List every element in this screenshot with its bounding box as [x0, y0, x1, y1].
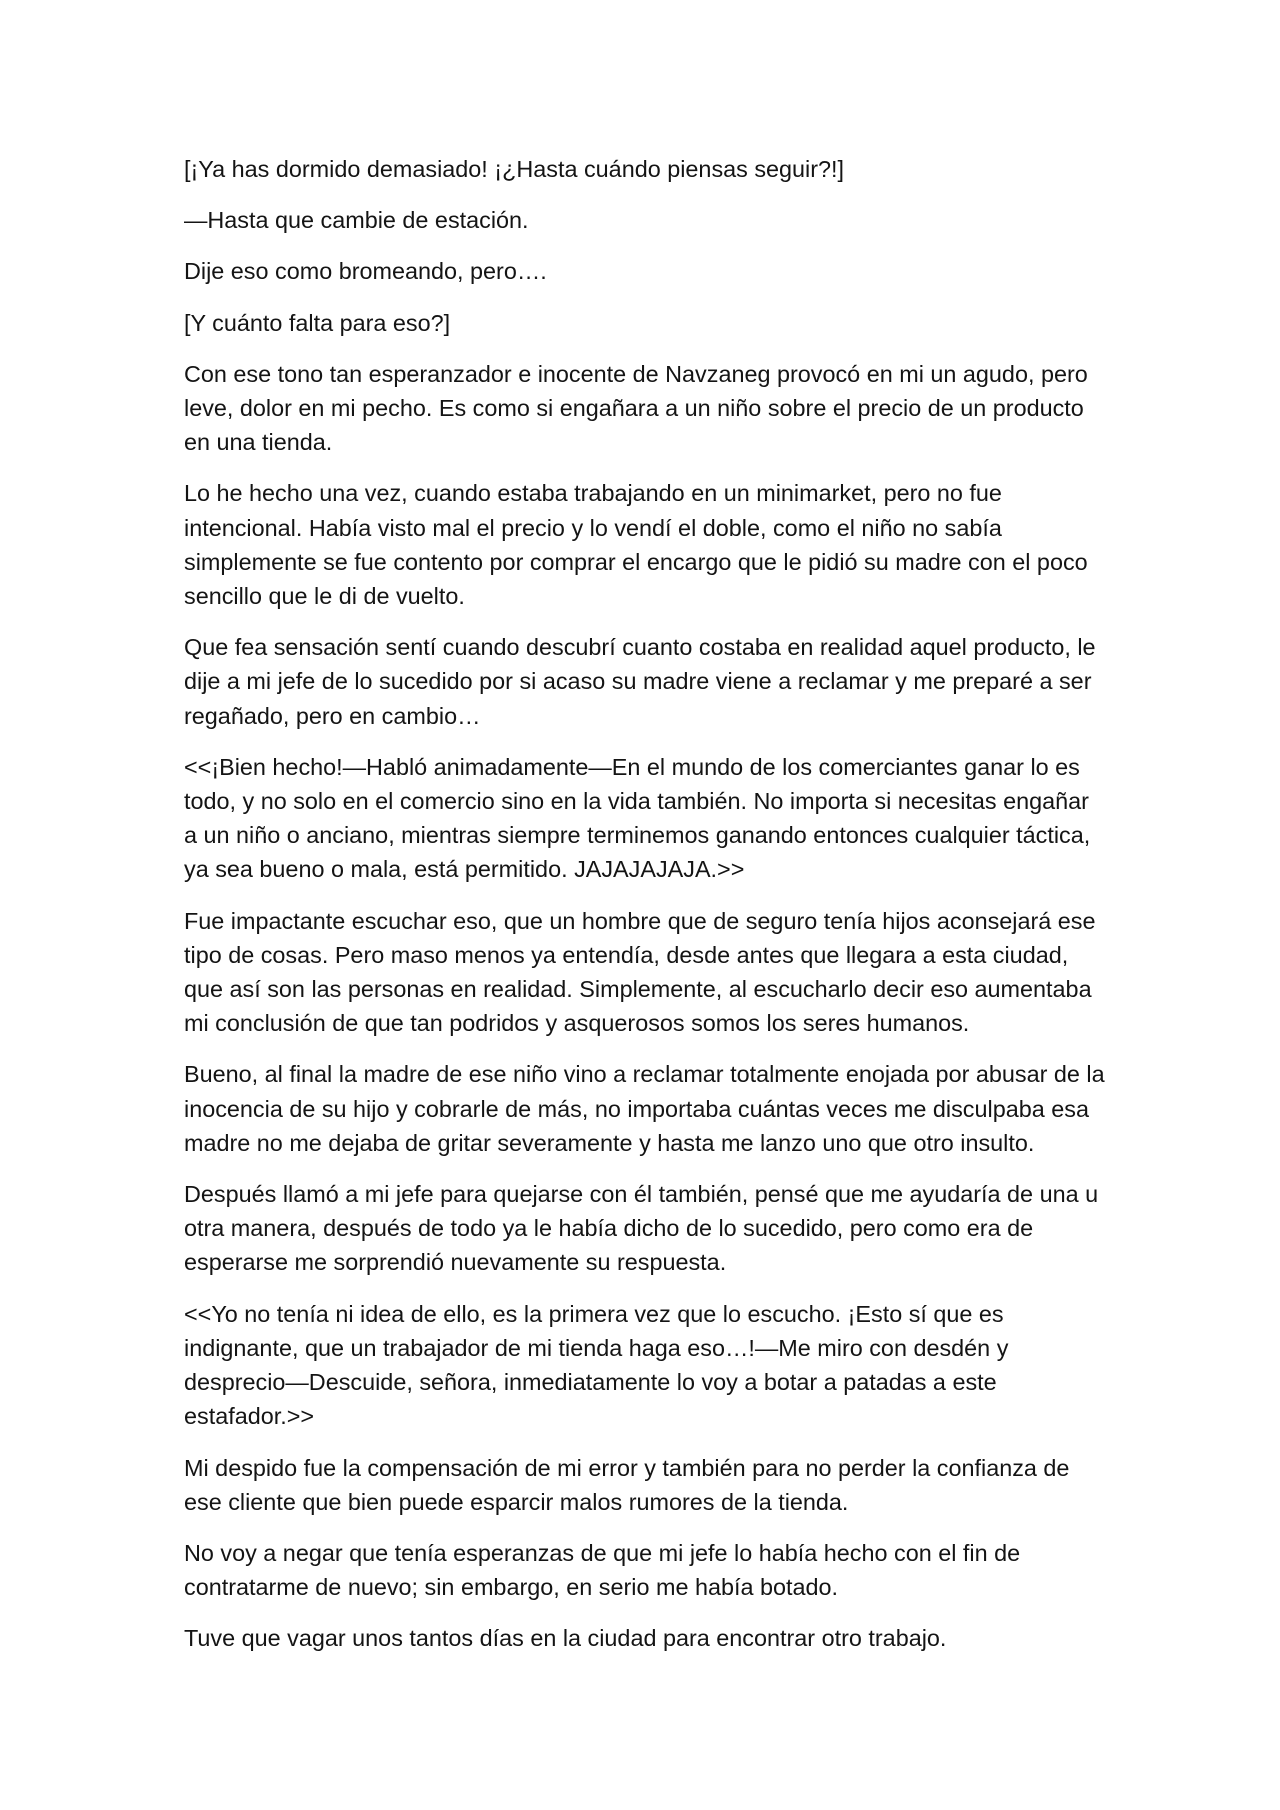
document-body [184, 152, 1106, 1673]
paragraph: Bueno, al final la madre de ese niño vino a reclamar totalmente enojada por abusar de la inocencia de su hijo y cobrarle de más, no importaba cuántas veces me disculpaba esa madre no me dejaba de gritar severamente y hasta me lanzo uno que otro insulto. [184, 1061, 1105, 1156]
paragraph: Mi despido fue la compensación de mi error y también para no perder la confianza de ese cliente que bien puede esparcir malos rumores de la tienda. [184, 1454, 1070, 1515]
paragraph: Con ese tono tan esperanzador e inocente de Navzaneg provocó en mi un agudo, pero leve, dolor en mi pecho. Es como si engañara a un niño sobre el precio de un producto en una tienda. [184, 360, 1088, 456]
paragraph: —Hasta que cambie de estación. [184, 207, 529, 234]
paragraph: [¡Ya has dormido demasiado! ¡¿Hasta cuándo piensas seguir?!] [184, 156, 845, 182]
paragraph: <<Yo no tenía ni idea de ello, es la primera vez que lo escucho. ¡Esto sí que es indignante, que un trabajador de mi tienda haga eso…!—Me miro con desdén y desprecio—Descuide, señora, inmediatamente lo voy a botar a patadas a este estafador.>> [184, 1300, 1009, 1430]
paragraph: Que fea sensación sentí cuando descubrí cuanto costaba en realidad aquel producto, le dije a mi jefe de lo sucedido por si acaso su madre viene a reclamar y me preparé a ser regañado, pero en cambio… [184, 634, 1096, 729]
paragraph: Después llamó a mi jefe para quejarse con él también, pensé que me ayudaría de una u otra manera, después de todo ya le había dicho de lo sucedido, pero como era de esperarse me sorprendió nuevamente su respuesta. [184, 1181, 1099, 1276]
paragraph: No voy a negar que tenía esperanzas de que mi jefe lo había hecho con el fin de contratarme de nuevo; sin embargo, en serio me había botado. [184, 1539, 1021, 1601]
paragraph: Dije eso como bromeando, pero…. [184, 258, 547, 285]
paragraph: Tuve que vagar unos tantos días en la ciudad para encontrar otro trabajo. [184, 1625, 947, 1652]
paragraph: [Y cuánto falta para eso?] [184, 309, 451, 336]
paragraph: Lo he hecho una vez, cuando estaba trabajando en un minimarket, pero no fue intencional. Había visto mal el precio y lo vendí el doble, como el niño no sabía simplemente se fue contento por comprar el encargo que le pidió su madre con el poco sencillo que le di de vuelto. [184, 480, 1088, 610]
paragraph: <<¡Bien hecho!—Habló animadamente—En el mundo de los comerciantes ganar lo es todo, y no solo en el comercio sino en la vida también. No importa si necesitas engañar a un niño o anciano, mientras siempre terminemos ganando entonces cualquier táctica, ya sea bueno o mala, está permitido. JAJAJAJAJA.>> [184, 753, 1091, 883]
paragraph: Fue impactante escuchar eso, que un hombre que de seguro tenía hijos aconsejará ese tipo de cosas. Pero maso menos ya entendía, desde antes que llegara a esta ciudad, que así son las personas en realidad. Simplemente, al escucharlo decir eso aumentaba mi conclusión de que tan podridos y asquerosos somos los seres humanos. [184, 907, 1096, 1037]
